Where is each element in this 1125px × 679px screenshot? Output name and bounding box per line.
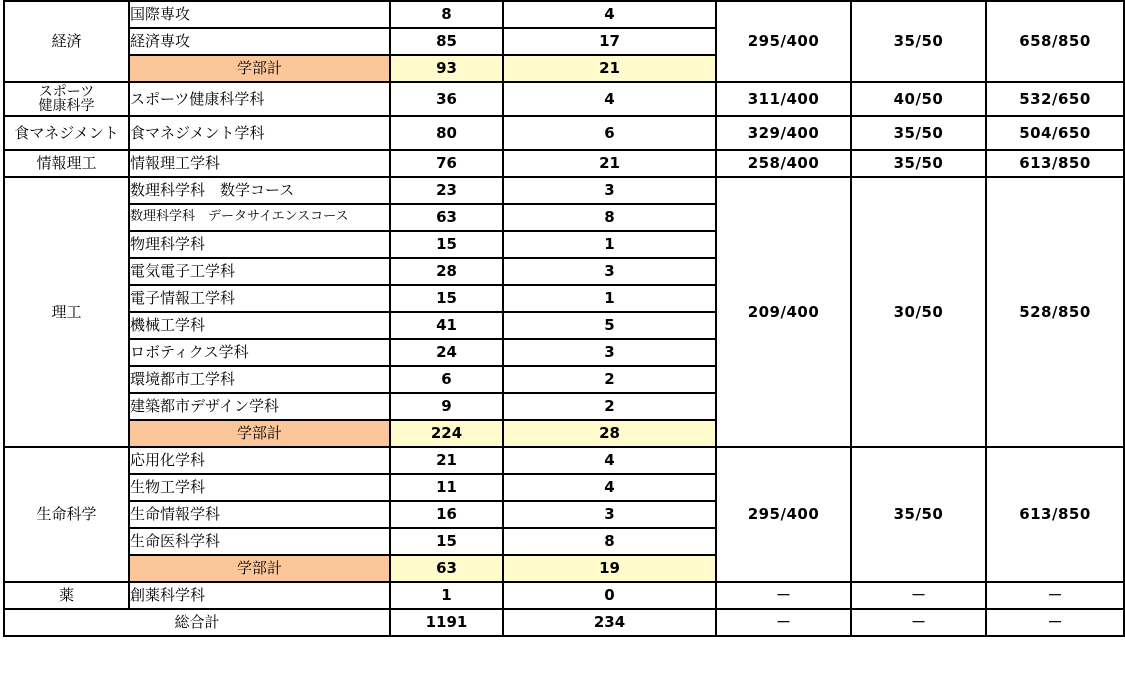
count-a: 15 [390,231,503,258]
count-b: 1 [503,285,716,312]
count-b: 3 [503,501,716,528]
subtotal-b: 28 [503,420,716,447]
score-1: － [716,582,851,609]
faculty-name: 薬 [4,582,129,609]
department-name: 環境都市工学科 [129,366,390,393]
count-a: 15 [390,285,503,312]
department-name: 創薬科学科 [129,582,390,609]
department-name: 機械工学科 [129,312,390,339]
department-name: 応用化学科 [129,447,390,474]
table-row [4,582,1124,609]
score-1: 209/400 [716,177,851,447]
count-b: 3 [503,258,716,285]
count-a: 23 [390,177,503,204]
department-name: 情報理工学科 [129,150,390,177]
count-b: 2 [503,393,716,420]
grand-total-score-1: － [716,609,851,636]
faculty-name: 経済 [4,1,129,82]
table-row [4,177,1124,204]
score-3: － [986,582,1124,609]
grand-total-label: 総合計 [4,609,390,636]
count-a: 9 [390,393,503,420]
subtotal-label: 学部計 [129,55,390,82]
grand-total-row [4,609,1124,636]
count-a: 85 [390,28,503,55]
grand-total-score-2: － [851,609,986,636]
count-b: 3 [503,339,716,366]
score-3: 528/850 [986,177,1124,447]
department-name: 国際専攻 [129,1,390,28]
count-a: 36 [390,82,503,116]
department-name: 生命情報学科 [129,501,390,528]
count-a: 11 [390,474,503,501]
count-a: 15 [390,528,503,555]
count-b: 4 [503,1,716,28]
count-b: 4 [503,447,716,474]
score-1: 329/400 [716,116,851,150]
score-2: 35/50 [851,150,986,177]
subtotal-b: 19 [503,555,716,582]
score-3: 658/850 [986,1,1124,82]
count-a: 80 [390,116,503,150]
score-2: 35/50 [851,116,986,150]
count-b: 8 [503,528,716,555]
count-a: 24 [390,339,503,366]
score-1: 311/400 [716,82,851,116]
department-name: 数理科学科 数学コース [129,177,390,204]
score-1: 258/400 [716,150,851,177]
count-b: 0 [503,582,716,609]
grand-total-a: 1191 [390,609,503,636]
score-1: 295/400 [716,447,851,582]
count-a: 8 [390,1,503,28]
faculty-name [4,82,129,116]
subtotal-label: 学部計 [129,420,390,447]
department-name: 建築都市デザイン学科 [129,393,390,420]
score-2: 30/50 [851,177,986,447]
faculty-name: 理工 [4,177,129,447]
department-name: 数理科学科 データサイエンスコース [129,204,390,231]
grand-total-b: 234 [503,609,716,636]
score-2: 35/50 [851,447,986,582]
count-a: 1 [390,582,503,609]
faculty-name: 情報理工 [4,150,129,177]
score-3: 504/650 [986,116,1124,150]
score-3: 613/850 [986,447,1124,582]
department-name: ロボティクス学科 [129,339,390,366]
count-b: 6 [503,116,716,150]
table-row [4,116,1124,150]
department-name: スポーツ健康科学科 [129,82,390,116]
department-name: 食マネジメント学科 [129,116,390,150]
score-3: 532/650 [986,82,1124,116]
count-b: 17 [503,28,716,55]
faculty-name-line1: スポーツ [38,84,95,100]
table-row [4,150,1124,177]
department-name: 電子情報工学科 [129,285,390,312]
count-b: 21 [503,150,716,177]
count-a: 16 [390,501,503,528]
count-a: 63 [390,204,503,231]
count-b: 4 [503,82,716,116]
count-b: 8 [503,204,716,231]
department-name: 生物工学科 [129,474,390,501]
score-2: 35/50 [851,1,986,82]
count-a: 28 [390,258,503,285]
count-a: 76 [390,150,503,177]
count-a: 6 [390,366,503,393]
score-2: － [851,582,986,609]
subtotal-b: 21 [503,55,716,82]
table-row [4,1,1124,28]
count-a: 21 [390,447,503,474]
department-name: 生命医科学科 [129,528,390,555]
subtotal-a: 63 [390,555,503,582]
results-table [3,0,1125,637]
department-name: 物理科学科 [129,231,390,258]
faculty-name-line2: 健康科学 [38,98,95,114]
count-a: 41 [390,312,503,339]
subtotal-a: 224 [390,420,503,447]
count-b: 4 [503,474,716,501]
department-name: 経済専攻 [129,28,390,55]
faculty-name: 食マネジメント [4,116,129,150]
table-row [4,447,1124,474]
count-b: 1 [503,231,716,258]
score-3: 613/850 [986,150,1124,177]
subtotal-a: 93 [390,55,503,82]
score-2: 40/50 [851,82,986,116]
count-b: 3 [503,177,716,204]
count-b: 5 [503,312,716,339]
faculty-name: 生命科学 [4,447,129,582]
department-name: 電気電子工学科 [129,258,390,285]
table-row [4,82,1124,116]
subtotal-label: 学部計 [129,555,390,582]
count-b: 2 [503,366,716,393]
score-1: 295/400 [716,1,851,82]
grand-total-score-3: － [986,609,1124,636]
